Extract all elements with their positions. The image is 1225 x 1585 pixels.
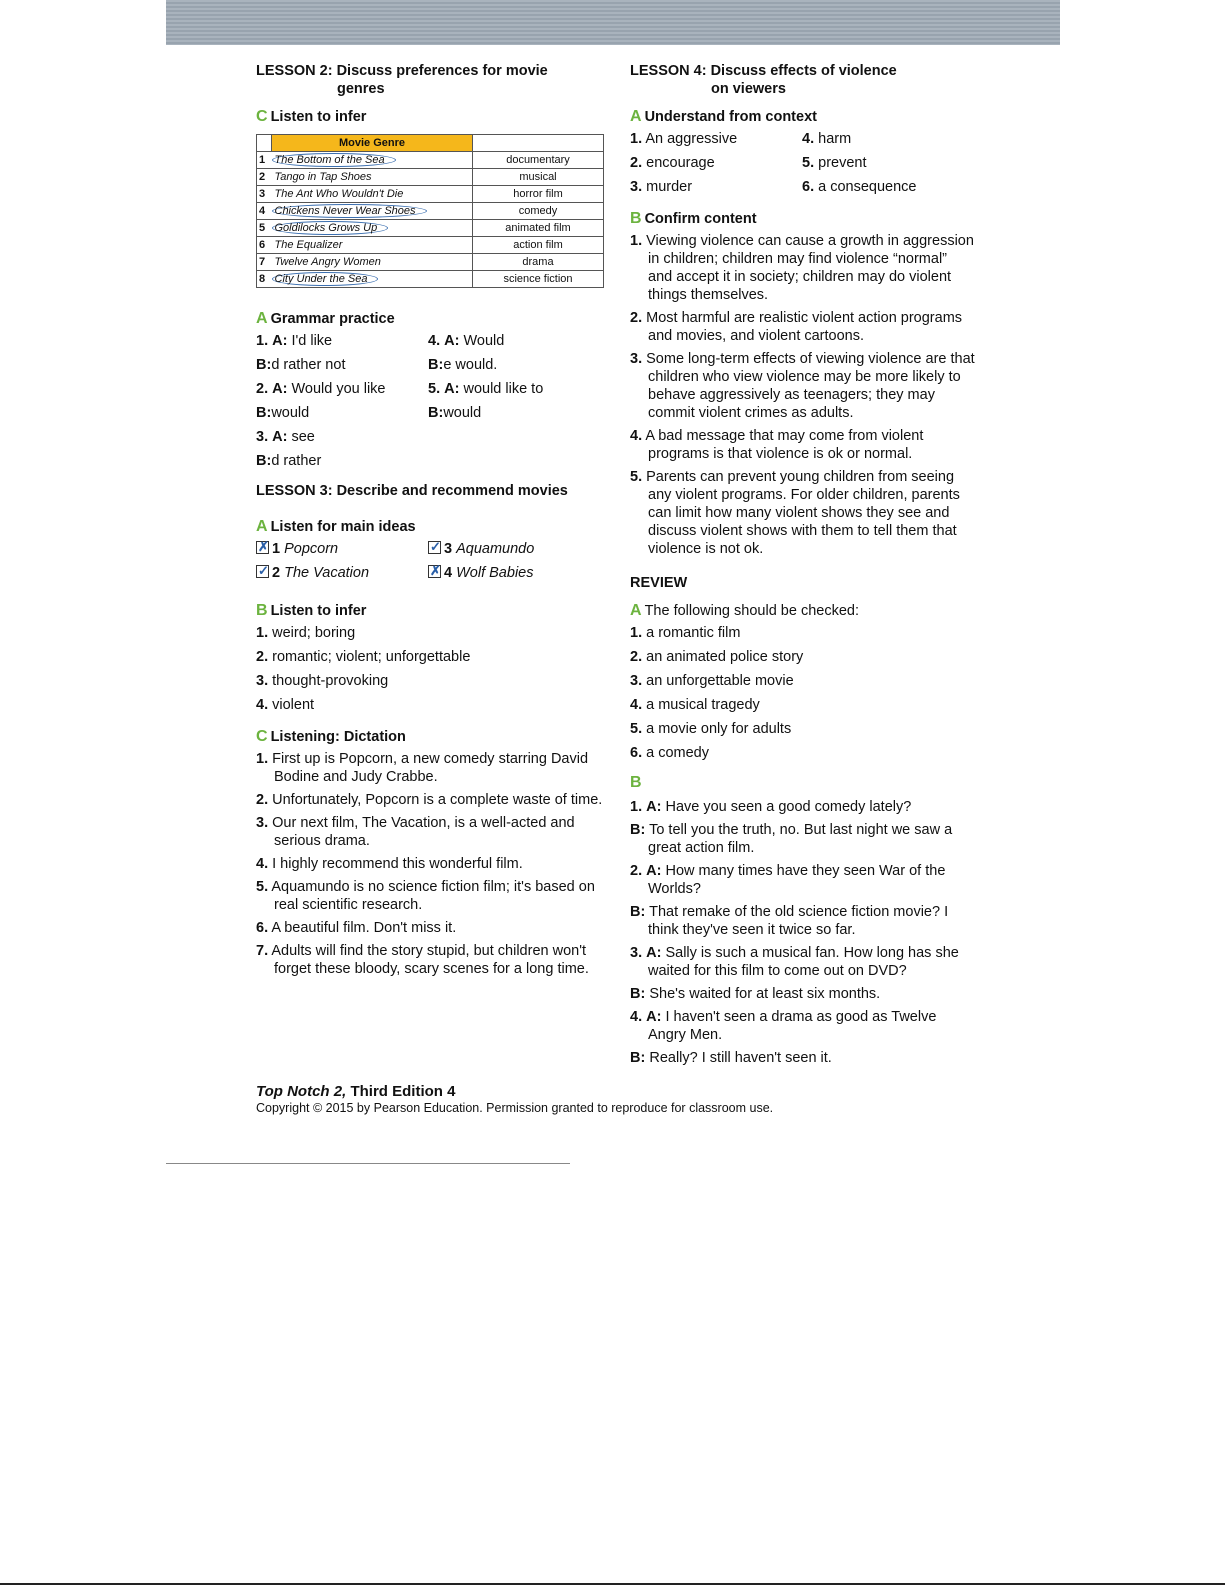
list-item: 5. prevent bbox=[802, 155, 867, 171]
list-item: 4. A: I haven't seen a drama as good as Twelve Angry Men. bbox=[630, 1009, 937, 1043]
checkbox[interactable]: ✗ bbox=[258, 539, 269, 554]
list-item: 3. A: see bbox=[256, 429, 315, 445]
grammar-answers bbox=[256, 332, 611, 476]
book-edition: Third Edition 4 bbox=[346, 1083, 456, 1100]
main-ideas-heading: A Listen for main ideas bbox=[256, 518, 416, 535]
table-row: 2 Tango in Tap Shoes musical bbox=[257, 169, 604, 186]
list-item: B: Really? I still haven't seen it. bbox=[630, 1050, 832, 1066]
table-row: 3 The Ant Who Wouldn't Die horror film bbox=[257, 186, 604, 203]
list-item: 4. A bad message that may come from violent programs is that violence is ok or normal. bbox=[630, 428, 924, 462]
list-item: 4. I highly recommend this wonderful film. bbox=[256, 856, 523, 872]
list-item: 3. murder bbox=[630, 179, 693, 195]
right-column bbox=[630, 62, 975, 1072]
list-item: B:would bbox=[428, 405, 482, 421]
list-item: 3. Our next film, The Vacation, is a well-acted and serious drama. bbox=[256, 815, 575, 849]
lesson-3-title: LESSON 3: Describe and recommend movies bbox=[256, 483, 568, 499]
list-item: 6. a consequence bbox=[802, 179, 917, 195]
list-item: 2. Unfortunately, Popcorn is a complete waste of time. bbox=[256, 792, 603, 808]
lesson-2-title: LESSON 2: Discuss preferences for movie genres bbox=[256, 63, 548, 97]
table-row: 6 The Equalizer action film bbox=[257, 237, 604, 254]
review-a-heading: A The following should be checked: bbox=[630, 602, 859, 619]
list-item: 2. A: Would you like bbox=[256, 381, 386, 397]
list-item: 1. First up is Popcorn, a new comedy starring David Bodine and Judy Crabbe. bbox=[256, 751, 589, 785]
table-row: 4 Chickens Never Wear Shoes comedy bbox=[257, 203, 604, 220]
list-item: 2. encourage bbox=[630, 155, 715, 171]
list-item: B:e would. bbox=[428, 357, 498, 373]
list-item: 1. A: Have you seen a good comedy lately? bbox=[630, 799, 912, 815]
list-item: 1. An aggressive bbox=[630, 131, 738, 147]
grammar-col-2 bbox=[428, 332, 600, 476]
list-item: 6. A beautiful film. Don't miss it. bbox=[256, 920, 457, 936]
list-item: 2. A: How many times have they seen War of the Worlds? bbox=[630, 863, 946, 897]
list-item: ✗ 1 Popcorn bbox=[258, 539, 339, 557]
dictation-heading: C Listening: Dictation bbox=[256, 728, 406, 745]
list-item: 7. Adults will find the story stupid, but children won't forget these bloody, scary scenes for a long time. bbox=[256, 943, 589, 977]
footer-rule bbox=[166, 1163, 570, 1164]
lesson-4-title: LESSON 4: Discuss effects of violence on viewers bbox=[630, 63, 897, 97]
listen-to-infer-heading: B Listen to infer bbox=[256, 602, 367, 619]
main-ideas-checklist bbox=[256, 540, 611, 588]
list-item: 2. romantic; violent; unforgettable bbox=[256, 649, 471, 665]
copyright-text: Copyright © 2015 by Pearson Education. Permission granted to reproduce for classroom use. bbox=[256, 1101, 774, 1115]
list-item: 3. A: Sally is such a musical fan. How long has she waited for this film to come out on DVD? bbox=[630, 945, 959, 979]
list-item: 3. an unforgettable movie bbox=[630, 673, 794, 689]
list-item: 1. Viewing violence can cause a growth in aggression in children; children may find violence “normal” and accept it in society; children may do violent things themselves. bbox=[630, 233, 974, 303]
left-column bbox=[256, 62, 611, 983]
table-row: 7 Twelve Angry Women drama bbox=[257, 254, 604, 271]
list-item: B: She's waited for at least six months. bbox=[630, 986, 881, 1002]
page-footer bbox=[256, 1083, 773, 1115]
list-item: 4. harm bbox=[802, 131, 852, 147]
table-row: 1 The Bottom of the Sea documentary bbox=[257, 152, 604, 169]
confirm-answers bbox=[630, 232, 975, 558]
context-answers bbox=[630, 130, 975, 202]
infer-answers bbox=[256, 624, 611, 714]
table-row: 8 City Under the Sea science fiction bbox=[257, 271, 604, 288]
list-item: B:would bbox=[256, 405, 310, 421]
list-item: 2. an animated police story bbox=[630, 649, 804, 665]
book-title: Top Notch 2, bbox=[256, 1083, 347, 1100]
dictation-answers bbox=[256, 750, 611, 978]
checkbox[interactable]: ✓ bbox=[430, 539, 441, 554]
list-item: B:d rather bbox=[256, 453, 322, 469]
grammar-practice-heading: A Grammar practice bbox=[256, 310, 395, 327]
list-item: 3. Some long-term effects of viewing violence are that children who view violence may be more likely to behave aggressively as teenagers; they may commit violent crimes as adults. bbox=[630, 351, 975, 421]
understand-context-heading: A Understand from context bbox=[630, 108, 817, 125]
list-item: 2. Most harmful are realistic violent action programs and movies, and violent cartoons. bbox=[630, 310, 963, 344]
grammar-col-1 bbox=[256, 332, 428, 476]
list-item: 1. a romantic film bbox=[630, 625, 741, 641]
review-b-answers bbox=[630, 798, 975, 1067]
top-header-band bbox=[166, 0, 1060, 45]
list-item: ✗ 4 Wolf Babies bbox=[430, 563, 534, 581]
list-item: 5. Parents can prevent young children from seeing any violent programs. For older children, parents can limit how many violent shows they see and discuss violent shows with them to tell them that violence is not ok. bbox=[630, 469, 960, 557]
table-row: 5 Goldilocks Grows Up animated film bbox=[257, 220, 604, 237]
checkbox[interactable]: ✗ bbox=[430, 563, 441, 578]
review-b-heading: B bbox=[630, 774, 642, 791]
list-item: 3. thought-provoking bbox=[256, 673, 389, 689]
list-item: 1. weird; boring bbox=[256, 625, 356, 641]
table-header: Movie Genre bbox=[272, 135, 473, 152]
review-title: REVIEW bbox=[630, 575, 688, 591]
list-item: 4. violent bbox=[256, 697, 315, 713]
list-item: 4. A: Would bbox=[428, 333, 505, 349]
checkbox[interactable]: ✓ bbox=[258, 563, 269, 578]
movie-genre-table bbox=[256, 134, 604, 288]
list-item: 1. A: I'd like bbox=[256, 333, 333, 349]
lesson-2-c-heading: C Listen to infer bbox=[256, 108, 367, 125]
list-item: 5. A: would like to bbox=[428, 381, 544, 397]
list-item: 6. a comedy bbox=[630, 745, 709, 761]
list-item: B: To tell you the truth, no. But last night we saw a great action film. bbox=[630, 822, 953, 856]
list-item: 5. Aquamundo is no science fiction film; it's based on real scientific research. bbox=[256, 879, 595, 913]
review-a-answers bbox=[630, 624, 975, 762]
list-item: 5. a movie only for adults bbox=[630, 721, 792, 737]
list-item: B:d rather not bbox=[256, 357, 346, 373]
list-item: B: That remake of the old science fiction movie? I think they've seen it twice so far. bbox=[630, 904, 949, 938]
confirm-content-heading: B Confirm content bbox=[630, 210, 757, 227]
list-item: ✓ 3 Aquamundo bbox=[430, 539, 535, 557]
list-item: ✓ 2 The Vacation bbox=[258, 563, 370, 581]
list-item: 4. a musical tragedy bbox=[630, 697, 760, 713]
